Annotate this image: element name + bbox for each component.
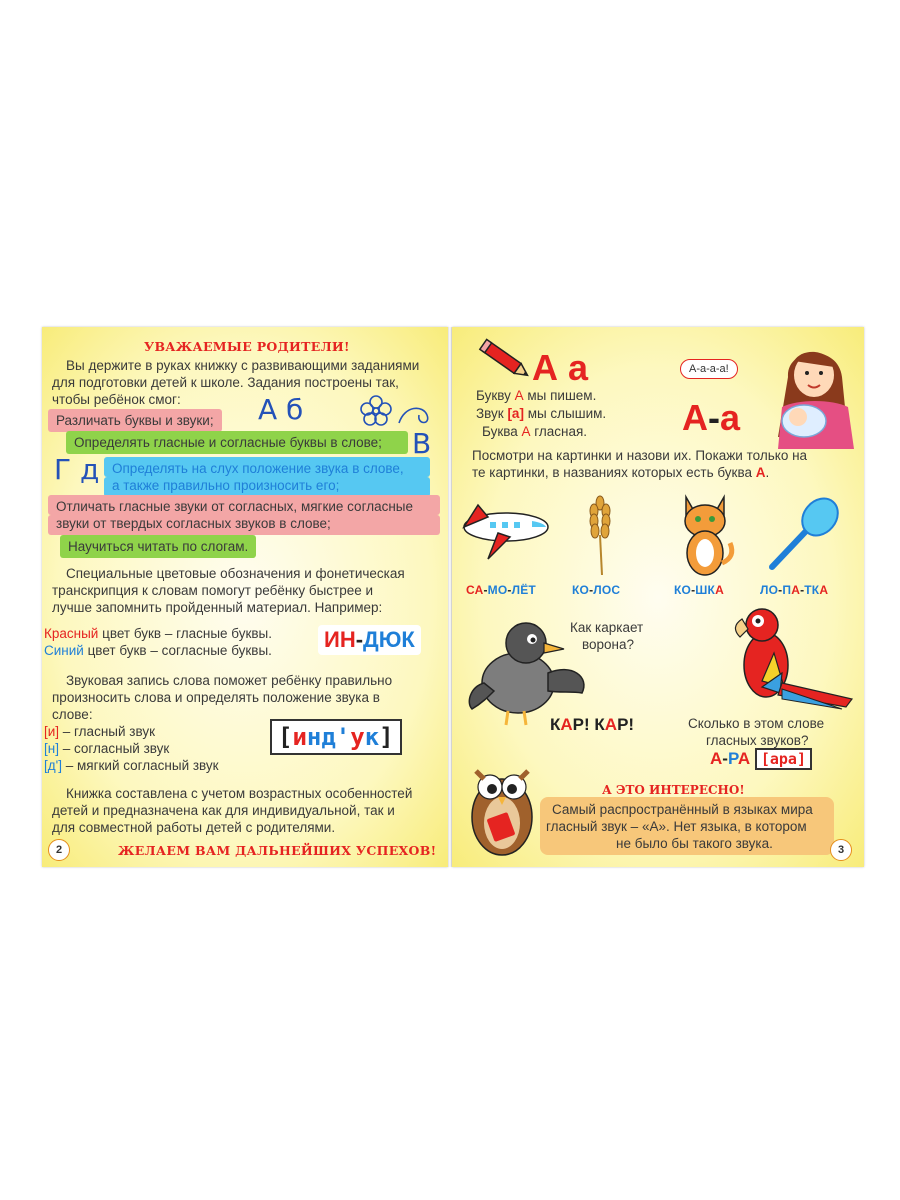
body-line: транскрипция к словам помогут ребёнку быстрее и (52, 583, 374, 598)
picture-word (674, 583, 724, 597)
kar-letter: К (550, 715, 561, 734)
task-highlight: А (755, 465, 766, 480)
body-line: для совместной работы детей с родителями. (52, 820, 336, 835)
legend-text: цвет букв – гласные буквы. (98, 626, 273, 641)
letter-rule (482, 423, 587, 440)
body-line: Звуковая запись слова поможет ребёнку правильно (66, 673, 393, 688)
kar-kar (550, 715, 634, 735)
page-heading: УВАЖАЕМЫЕ РОДИТЕЛИ! (144, 339, 350, 354)
wheat-picture[interactable] (580, 495, 620, 575)
rule-text: Букву (476, 388, 515, 403)
right-page (452, 327, 864, 867)
transcription-box (270, 719, 402, 755)
legend-text: цвет букв – согласные буквы. (83, 643, 272, 658)
ara-transcription: [ара] (755, 748, 812, 770)
letter: А (682, 397, 708, 438)
crow-question: ворона? (582, 637, 635, 652)
syllable: - (800, 583, 805, 597)
handwritten-letters: А б (258, 393, 304, 426)
rule-text: Звук (476, 406, 508, 421)
legend-symbol: [д'] (44, 758, 62, 773)
rule-text: гласная. (530, 424, 588, 439)
crow-illustration (462, 613, 592, 729)
page-number: 3 (830, 839, 852, 861)
syllable: ТК (804, 583, 820, 597)
legend-blue (44, 642, 272, 659)
airplane-picture[interactable] (458, 497, 554, 563)
wish-heading: ЖЕЛАЕМ ВАМ ДАЛЬНЕЙШИХ УСПЕХОВ! (118, 843, 437, 858)
bracket: ] (379, 723, 394, 751)
red-word: Красный (44, 626, 99, 641)
syllable: ЛОС (593, 583, 621, 597)
example-word (318, 625, 421, 655)
fact-line: Самый распространённый в языках мира (552, 802, 813, 817)
page-number: 2 (48, 839, 70, 861)
letter-rule (476, 405, 606, 422)
legend-symbol: [н] (44, 741, 59, 756)
syllable: - (507, 583, 512, 597)
legend-item (44, 757, 219, 774)
ara-letter: А (737, 749, 751, 768)
letter: а (720, 397, 741, 438)
kar-letter: А (604, 715, 618, 734)
vowel: и (292, 723, 307, 751)
intro-line: Вы держите в руках книжку с развивающими заданиями (66, 358, 420, 373)
legend-item (44, 740, 169, 757)
syllable: СА (466, 583, 484, 597)
task-item: Различать буквы и звуки; (48, 409, 222, 432)
cat-picture[interactable] (674, 487, 736, 581)
speech-bubble: А-а-а-а! (680, 359, 738, 379)
flower-doodle-icon (352, 393, 402, 427)
rule-highlight: А (521, 424, 531, 439)
syllable-red: ИН (324, 627, 356, 652)
rule-text: мы слышим. (523, 406, 607, 421)
task-line: Посмотри на картинки и назови их. Покажи только на (472, 448, 808, 463)
dash: - (722, 749, 728, 768)
legend-red (44, 625, 272, 642)
body-line: Книжка составлена с учетом возрастных особенностей (66, 786, 413, 801)
task-text: те картинки, в названиях которых есть буква (472, 465, 756, 480)
handwritten-letters: Г д (54, 453, 100, 486)
pencil-icon (478, 337, 536, 385)
legend-text: – согласный звук (58, 741, 170, 756)
body-line: произносить слова и определять положение звука в (52, 690, 380, 705)
task-line (472, 464, 769, 481)
left-page (42, 327, 448, 867)
picture-word (572, 583, 620, 597)
syllable: А (715, 583, 724, 597)
task-item: Определять гласные и согласные буквы в слове; (66, 431, 408, 454)
kar-letter: Р! (572, 715, 595, 734)
ara-word (710, 749, 812, 769)
legend-item (44, 723, 155, 740)
task-item: звуки от твердых согласных звуков в слове; (48, 515, 440, 535)
ara-letter: Р (727, 749, 738, 768)
a-dash-a (682, 397, 740, 439)
kar-letter: К (594, 715, 605, 734)
syllable: А (819, 583, 829, 597)
syllable: - (483, 583, 488, 597)
vowel: у (350, 723, 365, 751)
syllable: - (589, 583, 594, 597)
handwritten-letters: В (412, 427, 432, 460)
picture-word (760, 583, 828, 597)
syllable: П (782, 583, 792, 597)
syllable: КО (674, 583, 692, 597)
body-line: детей и предназначена как для индивидуальной, так и (52, 803, 395, 818)
syllable: ЛО (760, 583, 779, 597)
syllable: МО (487, 583, 508, 597)
rule-highlight: А (514, 388, 524, 403)
interesting-title: А ЭТО ИНТЕРЕСНО! (602, 783, 745, 797)
letter-title: А а (532, 347, 589, 388)
bracket: [ (278, 723, 293, 751)
syllable: - (778, 583, 783, 597)
kar-letter: Р! (617, 715, 635, 734)
consonant: к (364, 723, 380, 751)
syllable: ЛЁТ (511, 583, 536, 597)
syllable: А (791, 583, 801, 597)
kar-letter: А (560, 715, 573, 734)
rule-text: Буква (482, 424, 522, 439)
task-item: а также правильно произносить его; (104, 477, 430, 497)
task-text: . (765, 465, 770, 480)
syllable: ШК (695, 583, 716, 597)
legend-text: – мягкий согласный звук (61, 758, 219, 773)
consonant: нд' (306, 723, 351, 751)
rule-text: мы пишем. (523, 388, 597, 403)
body-line: лучше запомнить пройденный материал. Например: (52, 600, 383, 615)
task-item: Определять на слух положение звука в слове, (104, 457, 430, 477)
body-line: слове: (52, 707, 93, 722)
mother-baby-illustration (768, 337, 864, 449)
parrot-question: Сколько в этом слове (688, 716, 825, 731)
body-line: Специальные цветовые обозначения и фонетическая (66, 566, 405, 581)
picture-word (466, 583, 536, 597)
curl-doodle-icon (397, 403, 437, 427)
dash: - (708, 397, 720, 438)
crow-question: Как каркает (570, 620, 644, 635)
intro-line: для подготовки детей к школе. Задания построены так, (52, 375, 399, 390)
syllable: - (691, 583, 696, 597)
letter-rule (476, 387, 596, 404)
shovel-picture[interactable] (762, 495, 842, 575)
fact-line: не было бы такого звука. (616, 836, 773, 851)
intro-line: чтобы ребёнок смог: (52, 392, 181, 407)
syllable: КО (572, 583, 590, 597)
parrot-question: гласных звуков? (706, 733, 809, 748)
task-item: Отличать гласные звуки от согласных, мягкие согласные (48, 495, 440, 515)
legend-symbol: [и] (44, 724, 60, 739)
rule-highlight: [а] (507, 406, 524, 421)
syllable-blue: ДЮК (363, 627, 415, 652)
task-item: Научиться читать по слогам. (60, 535, 256, 558)
fact-line: гласный звук – «А». Нет языка, в котором (546, 819, 807, 834)
ara-letter: А (710, 749, 723, 768)
blue-word: Синий (44, 643, 84, 658)
owl-illustration (462, 751, 542, 859)
parrot-illustration (722, 603, 862, 713)
legend-text: – гласный звук (59, 724, 155, 739)
dash: - (355, 627, 364, 652)
